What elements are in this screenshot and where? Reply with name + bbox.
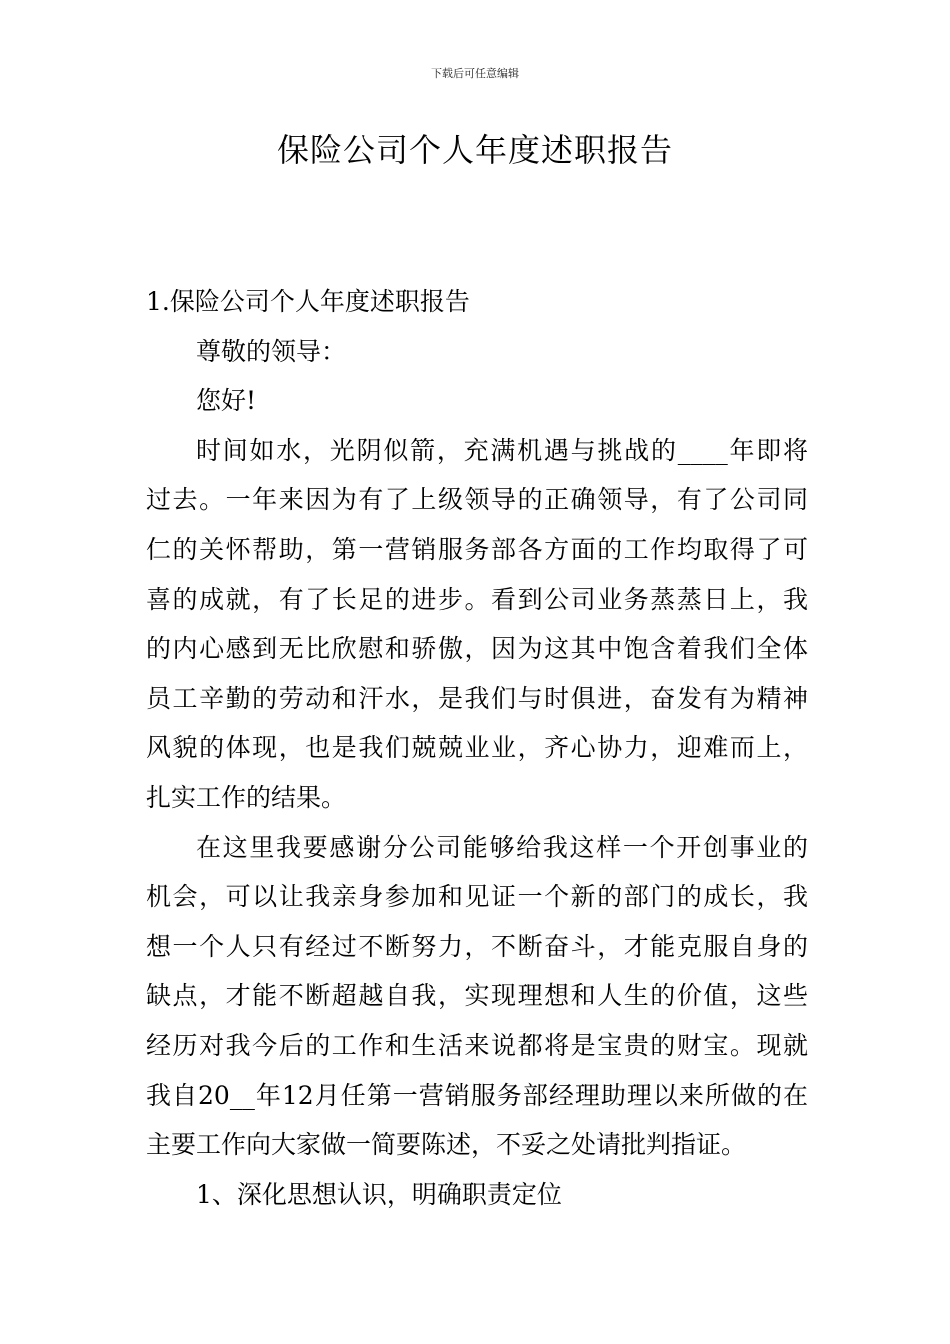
paragraph-line: 喜的成就，有了长足的进步。看到公司业务蒸蒸日上，我 — [146, 584, 808, 614]
paragraph-line: 过去。一年来因为有了上级领导的正确领导，有了公司同 — [146, 485, 808, 515]
paragraph-line: 想一个人只有经过不断努力，不断奋斗，才能克服自身的 — [146, 931, 808, 961]
paragraph-line: 缺点，才能不断超越自我，实现理想和人生的价值，这些 — [146, 981, 808, 1011]
document-title: 保险公司个人年度述职报告 — [276, 131, 673, 169]
paragraph-line: 我自20__年12月任第一营销服务部经理助理以来所做的在 — [146, 1080, 808, 1110]
paragraph-line: 仁的关怀帮助，第一营销服务部各方面的工作均取得了可 — [146, 534, 808, 564]
paragraph-line: 主要工作向大家做一简要陈述，不妥之处请批判指证。 — [146, 1130, 747, 1160]
paragraph-line: 机会，可以让我亲身参加和见证一个新的部门的成长，我 — [146, 882, 808, 912]
header-note: 下载后可任意编辑 — [431, 67, 519, 80]
greeting: 您好! — [196, 386, 257, 416]
paragraph-line: 风貌的体现，也是我们兢兢业业，齐心协力，迎难而上， — [146, 733, 808, 763]
paragraph-line: 员工辛勤的劳动和汗水，是我们与时俱进，奋发有为精神 — [146, 683, 808, 713]
paragraph-line: 时间如水，光阴似箭，充满机遇与挑战的____年即将 — [196, 435, 808, 465]
paragraph-1 — [146, 426, 808, 823]
paragraph-line: 的内心感到无比欣慰和骄傲，因为这其中饱含着我们全体 — [146, 634, 808, 664]
section-heading: 1.保险公司个人年度述职报告 — [146, 287, 470, 316]
salutation: 尊敬的领导： — [196, 336, 347, 366]
paragraph-2 — [146, 823, 808, 1170]
paragraph-line: 在这里我要感谢分公司能够给我这样一个开创事业的 — [196, 832, 808, 862]
paragraph-line: 经历对我今后的工作和生活来说都将是宝贵的财宝。现就 — [146, 1030, 808, 1060]
document-body — [146, 277, 808, 1219]
subheading: 1、深化思想认识，明确职责定位 — [196, 1179, 562, 1209]
paragraph-line: 扎实工作的结果。 — [146, 782, 347, 812]
